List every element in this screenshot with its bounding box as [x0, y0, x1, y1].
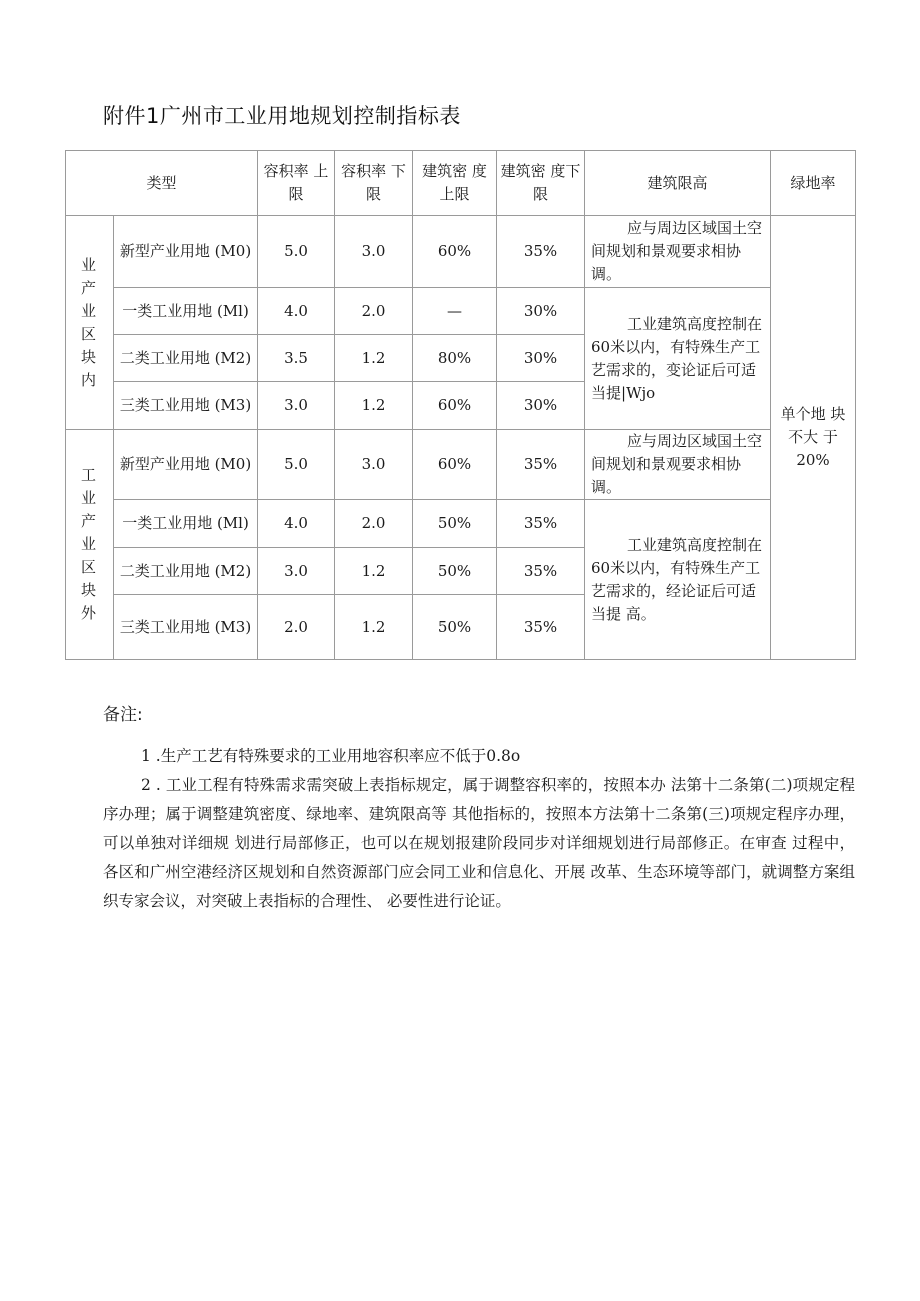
far-min: 1.2 — [335, 548, 413, 595]
height-limit-other — [585, 288, 771, 430]
far-max: 5.0 — [258, 216, 335, 288]
header-density-min: 建筑密 度下限 — [497, 151, 585, 216]
height-limit-text: 工业建筑高度控制在60米以内，有特殊生产工艺需求的，变论证后可适当提|Wjo — [591, 314, 763, 402]
notes-body — [103, 742, 855, 916]
header-green-ratio: 绿地率 — [771, 151, 856, 216]
header-height-limit: 建筑限高 — [585, 151, 771, 216]
density-max: 60% — [413, 430, 497, 500]
far-min: 2.0 — [335, 500, 413, 548]
region-inside-label: 业 产 业 区 块 内 — [66, 216, 114, 430]
density-max: 60% — [413, 216, 497, 288]
far-min: 3.0 — [335, 216, 413, 288]
industrial-land-control-table — [65, 150, 856, 660]
notes-heading: 备注: — [103, 705, 143, 725]
density-min: 35% — [497, 595, 585, 660]
header-density-max: 建筑密 度上限 — [413, 151, 497, 216]
far-max: 3.5 — [258, 335, 335, 382]
table-header-row — [66, 151, 856, 216]
far-min: 1.2 — [335, 595, 413, 660]
density-max: 80% — [413, 335, 497, 382]
density-max: 50% — [413, 548, 497, 595]
green-ratio-value: 单个地 块不大 于 20% — [771, 216, 856, 660]
table-row — [66, 216, 856, 288]
land-type: 二类工业用地 (M2) — [114, 335, 258, 382]
height-limit-text: 工业建筑高度控制在60米以内，有特殊生产工艺需求的，经论证后可适当提 高。 — [591, 535, 763, 623]
height-limit-other — [585, 500, 771, 660]
far-max: 3.0 — [258, 382, 335, 430]
land-type: 三类工业用地 (M3) — [114, 382, 258, 430]
table-row — [66, 430, 856, 500]
density-min: 35% — [497, 548, 585, 595]
land-type: 一类工业用地 (Ml) — [114, 288, 258, 335]
density-max: 50% — [413, 500, 497, 548]
table-row — [66, 500, 856, 548]
region-outside-label: 工 业 产 业 区 块 外 — [66, 430, 114, 660]
height-limit-text: 应与周边区域国土空间规划和景观要求相协调。 — [591, 432, 763, 496]
density-min: 35% — [497, 430, 585, 500]
density-max: 60% — [413, 382, 497, 430]
density-min: 35% — [497, 500, 585, 548]
far-min: 2.0 — [335, 288, 413, 335]
density-max: 50% — [413, 595, 497, 660]
density-min: 30% — [497, 335, 585, 382]
height-limit-text: 应与周边区域国土空间规划和景观要求相协调。 — [591, 219, 763, 283]
table-row — [66, 288, 856, 335]
far-max: 4.0 — [258, 288, 335, 335]
far-min: 1.2 — [335, 382, 413, 430]
density-min: 30% — [497, 288, 585, 335]
header-type: 类型 — [66, 151, 258, 216]
land-type: 二类工业用地 (M2) — [114, 548, 258, 595]
land-type: 三类工业用地 (M3) — [114, 595, 258, 660]
header-far-max: 容积率 上限 — [258, 151, 335, 216]
far-max: 5.0 — [258, 430, 335, 500]
height-limit-m0 — [585, 216, 771, 288]
density-min: 30% — [497, 382, 585, 430]
far-min: 1.2 — [335, 335, 413, 382]
density-min: 35% — [497, 216, 585, 288]
note-item: 1 .生产工艺有特殊要求的工业用地容积率应不低于0.8o — [141, 747, 521, 765]
density-max: — — [413, 288, 497, 335]
far-max: 4.0 — [258, 500, 335, 548]
header-far-min: 容积率 下限 — [335, 151, 413, 216]
height-limit-m0 — [585, 430, 771, 500]
land-type: 新型产业用地 (M0) — [114, 216, 258, 288]
far-min: 3.0 — [335, 430, 413, 500]
land-type: 新型产业用地 (M0) — [114, 430, 258, 500]
far-max: 3.0 — [258, 548, 335, 595]
far-max: 2.0 — [258, 595, 335, 660]
note-item: 2 . 工业工程有特殊需求需突破上表指标规定，属于调整容积率的，按照本办 法第十二条第(二)项规定程序办理；属于调整建筑密度、绿地率、建筑限高等 其他指标的，按照本方法第十二条第(三)项规定程序办理，可以单独对详细规 划进行局部修正，也可以在规划报建阶段同步对详细规划进行局部修正。在审查 过程中，各区和广州空港经济区规划和自然资源部门应会同工业和信息化、开展 改革、生态环境等部门，就调整方案组织专家会议，对突破上表指标的合理性、 必要性进行论证。 — [103, 776, 855, 910]
land-type: 一类工业用地 (Ml) — [114, 500, 258, 548]
document-title: 附件1广州市工业用地规划控制指标表 — [103, 104, 461, 128]
